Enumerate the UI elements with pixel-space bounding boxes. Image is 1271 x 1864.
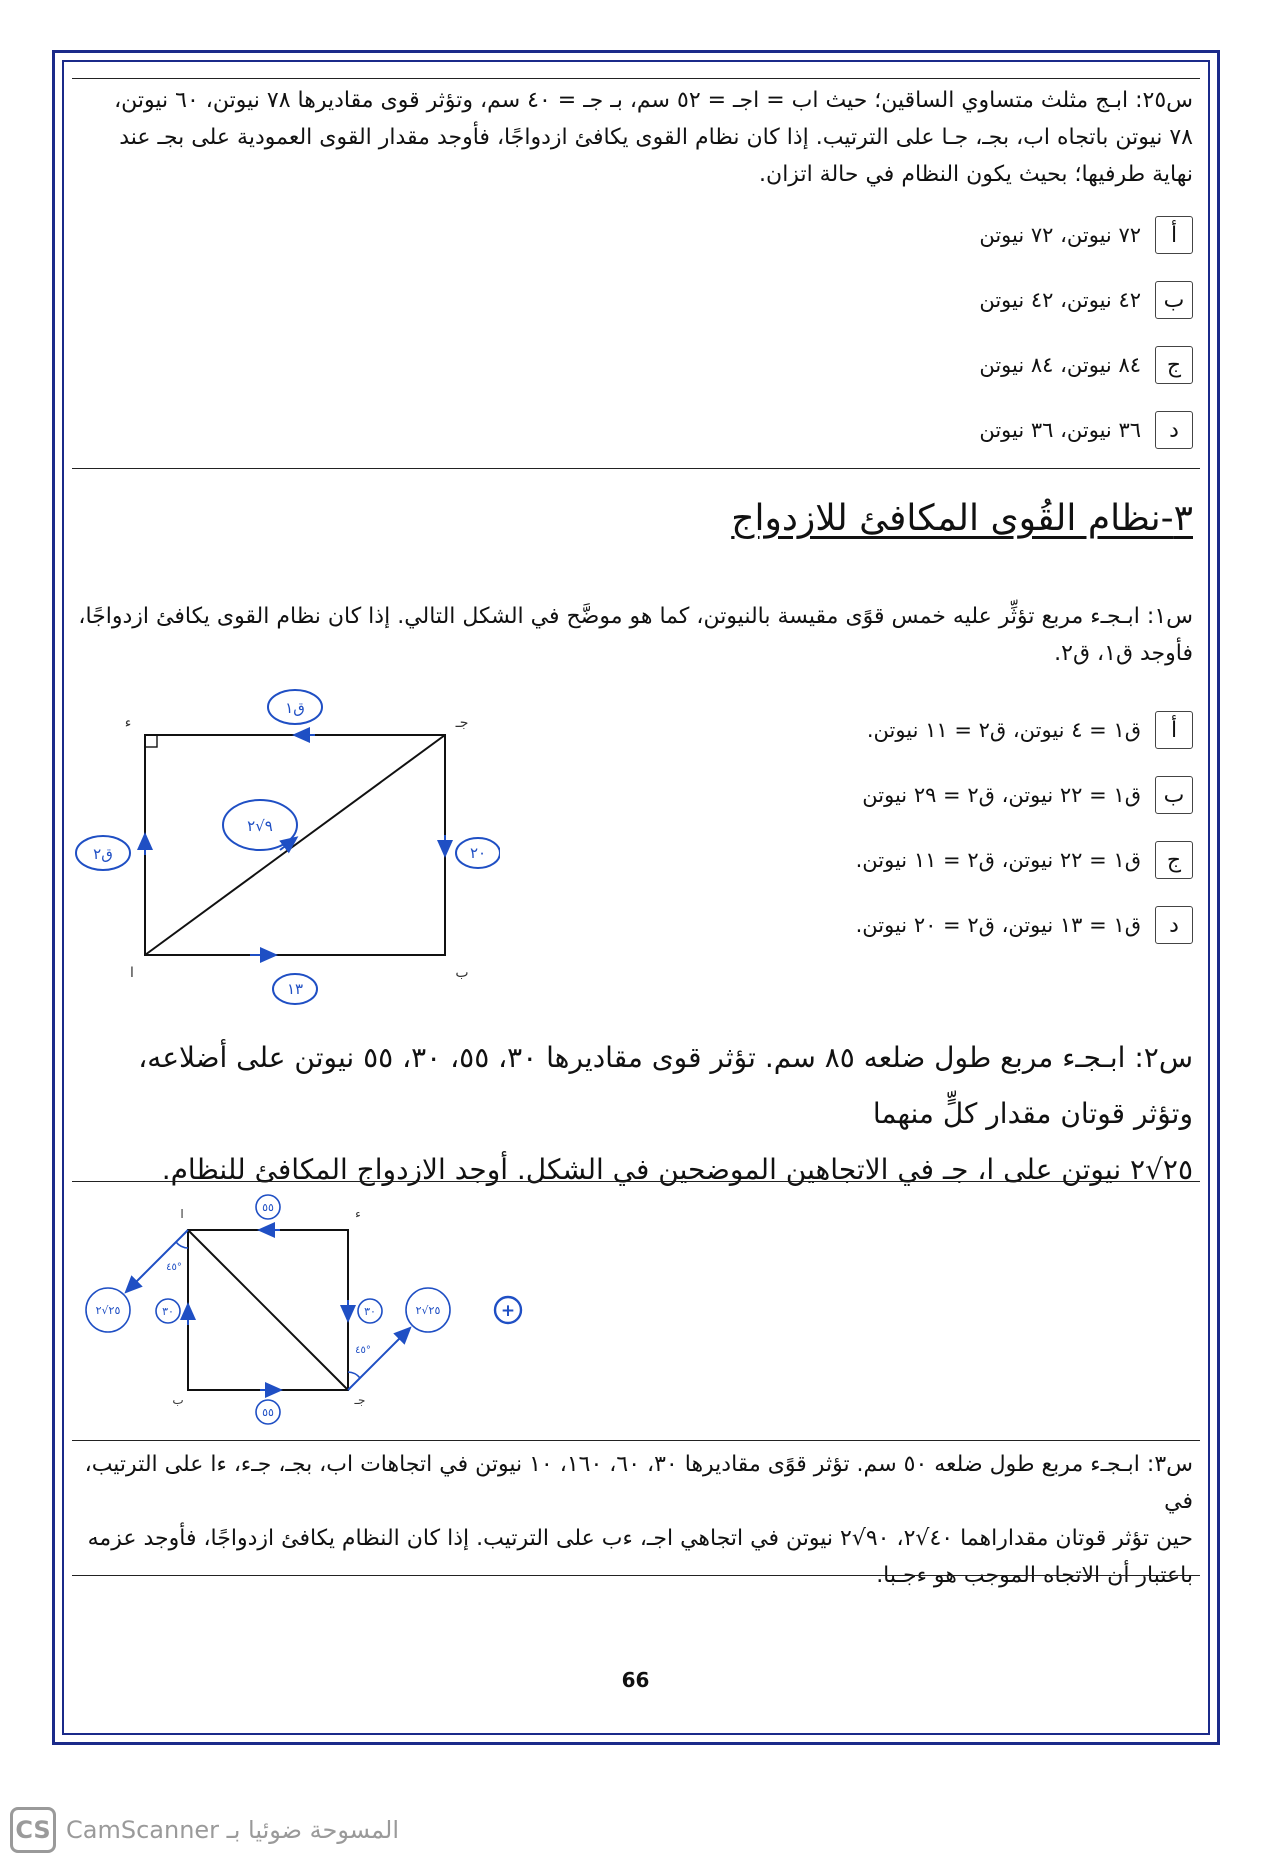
q1-option-a[interactable] <box>743 708 1193 752</box>
diagonal-ac <box>145 735 445 955</box>
option-letter-box: د <box>1155 906 1193 944</box>
q3-line-3: باعتبار أن الاتجاه الموجب هو ءجـبا. <box>876 1563 1193 1588</box>
page-number: 66 <box>621 1668 650 1692</box>
q25-line-2: ٧٨ نيوتن باتجاه اب، بجـ، جـا على الترتيب. إذا كان نظام القوى يكافئ ازدواجًا، فأوجد مقدار القوى العمودية على بجـ عند <box>119 125 1193 150</box>
q1-figure <box>70 685 500 1005</box>
force-label-left-diag: ٢٥√٢ <box>95 1304 121 1317</box>
diagonal-ac-2 <box>188 1230 348 1390</box>
option-text: ق١ = ١٣ نيوتن، ق٢ = ٢٠ نيوتن. <box>855 913 1141 937</box>
section-title: ٣-نظام القُوى المكافئ للازدواج <box>731 498 1193 539</box>
corner-label-c: جـ <box>455 715 469 731</box>
angle-label-a: ٤٥° <box>166 1262 182 1273</box>
option-letter-box: ج <box>1155 841 1193 879</box>
q2-figure <box>70 1190 550 1430</box>
divider-q3-start <box>72 1440 1200 1441</box>
angle-arc-a <box>176 1242 188 1248</box>
q1-line-2: فأوجد ق١، ق٢. <box>1054 641 1193 666</box>
q25-option-d[interactable] <box>673 408 1193 452</box>
question-3 <box>78 1446 1193 1594</box>
q25-option-a[interactable] <box>673 213 1193 257</box>
corner-label-b: ب <box>455 965 469 981</box>
q25-options <box>673 213 1193 473</box>
question-1 <box>78 598 1193 672</box>
divider-q25-end <box>72 468 1200 469</box>
force-label-diagonal: ٩√٢ <box>247 817 273 835</box>
corner-label-a: ا <box>130 965 134 981</box>
q2-line-1: س٢: ابـجـء مربع طول ضلعه ٨٥ سم. تؤثر قوى مقاديرها ٣٠، ٥٥، ٣٠، ٥٥ نيوتن على أضلاعه، وتؤثر قوتان مقدار كلٍّ منهما <box>138 1041 1193 1130</box>
force-label-13: ١٣ <box>286 980 304 998</box>
divider-q2 <box>72 1181 1200 1182</box>
corner-label-b-2: ب <box>172 1393 184 1407</box>
force-label-right-diag: ٢٥√٢ <box>415 1304 441 1317</box>
force-label-right-2: ٣٠ <box>364 1305 376 1318</box>
force-label-20: ٢٠ <box>469 844 487 862</box>
q25-line-3: نهاية طرفيها؛ بحيث يكون النظام في حالة اتزان. <box>759 162 1193 187</box>
option-text: ٨٤ نيوتن، ٨٤ نيوتن <box>979 353 1141 377</box>
q1-option-c[interactable] <box>743 838 1193 882</box>
divider-q3-end <box>72 1575 1200 1576</box>
question-2 <box>78 1030 1193 1198</box>
angle-label-c: ٤٥° <box>355 1345 371 1356</box>
option-text: ق١ = ٤ نيوتن، ق٢ = ١١ نيوتن. <box>866 718 1141 742</box>
option-text: ق١ = ٢٢ نيوتن، ق٢ = ٢٩ نيوتن <box>862 783 1141 807</box>
force-label-top-2: ٥٥ <box>262 1201 274 1214</box>
q1-option-b[interactable] <box>743 773 1193 817</box>
option-text: ٧٢ نيوتن، ٧٢ نيوتن <box>979 223 1141 247</box>
q1-line-1: س١: ابـجـء مربع تؤثِّر عليه خمس قوًى مقيسة بالنيوتن، كما هو موضَّح في الشكل التالي. إذا كان نظام القوى يكافئ ازدواجًا، <box>78 604 1193 629</box>
option-letter-box: د <box>1155 411 1193 449</box>
force-label-left-2: ٣٠ <box>162 1305 174 1318</box>
arrow-force-a <box>130 1230 188 1288</box>
force-label-f1: ق١ <box>285 699 305 717</box>
option-text: ق١ = ٢٢ نيوتن، ق٢ = ١١ نيوتن. <box>855 848 1141 872</box>
watermark-text: CamScanner المسوحة ضوئيا بـ <box>66 1816 400 1844</box>
question-25 <box>78 82 1193 193</box>
option-letter-box: أ <box>1155 216 1193 254</box>
q2-line-2: ٢٥√٢ نيوتن على ا، جـ في الاتجاهين الموضحين في الشكل. أوجد الازدواج المكافئ للنظام. <box>161 1153 1193 1186</box>
option-text: ٣٦ نيوتن، ٣٦ نيوتن <box>979 418 1141 442</box>
corner-label-c-2: جـ <box>354 1393 366 1407</box>
q3-line-2: حين تؤثر قوتان مقداراهما ٤٠√٢، ٩٠√٢ نيوتن في اتجاهي اجـ، ءب على الترتيب. إذا كان النظام يكافئ ازدواجًا، فأوجد عزمه <box>87 1526 1193 1551</box>
force-label-f2: ق٢ <box>93 845 113 863</box>
q1-options <box>743 708 1193 968</box>
force-label-bottom-2: ٥٥ <box>262 1406 274 1419</box>
q25-option-b[interactable] <box>673 278 1193 322</box>
positive-sign: + <box>500 1301 516 1321</box>
corner-label-d-2: ء <box>355 1207 361 1221</box>
camscanner-logo: CS <box>10 1807 56 1853</box>
divider-top <box>72 78 1200 79</box>
corner-label-d: ء <box>124 715 132 731</box>
q25-option-c[interactable] <box>673 343 1193 387</box>
corner-label-a-2: ا <box>180 1207 184 1221</box>
arrow-force-c <box>348 1332 406 1390</box>
right-angle-mark <box>145 735 157 747</box>
option-letter-box: ج <box>1155 346 1193 384</box>
q25-line-1: س٢٥: ابـج مثلث متساوي الساقين؛ حيث اب = اجـ = ٥٢ سم، بـ جـ = ٤٠ سم، وتؤثر قوى مقاديرها ٧٨ نيوتن، ٦٠ نيوتن، <box>114 88 1193 113</box>
option-text: ٤٢ نيوتن، ٤٢ نيوتن <box>979 288 1141 312</box>
q1-option-d[interactable] <box>743 903 1193 947</box>
camscanner-watermark <box>10 1807 399 1853</box>
q3-line-1: س٣: ابـجـء مربع طول ضلعه ٥٠ سم. تؤثر قوًى مقاديرها ٣٠، ٦٠، ١٦٠، ١٠ نيوتن في اتجاهات اب، بجـ، جـء، ءا على الترتيب، في <box>84 1452 1193 1514</box>
option-letter-box: ب <box>1155 281 1193 319</box>
option-letter-box: أ <box>1155 711 1193 749</box>
option-letter-box: ب <box>1155 776 1193 814</box>
angle-arc-c <box>348 1372 360 1378</box>
